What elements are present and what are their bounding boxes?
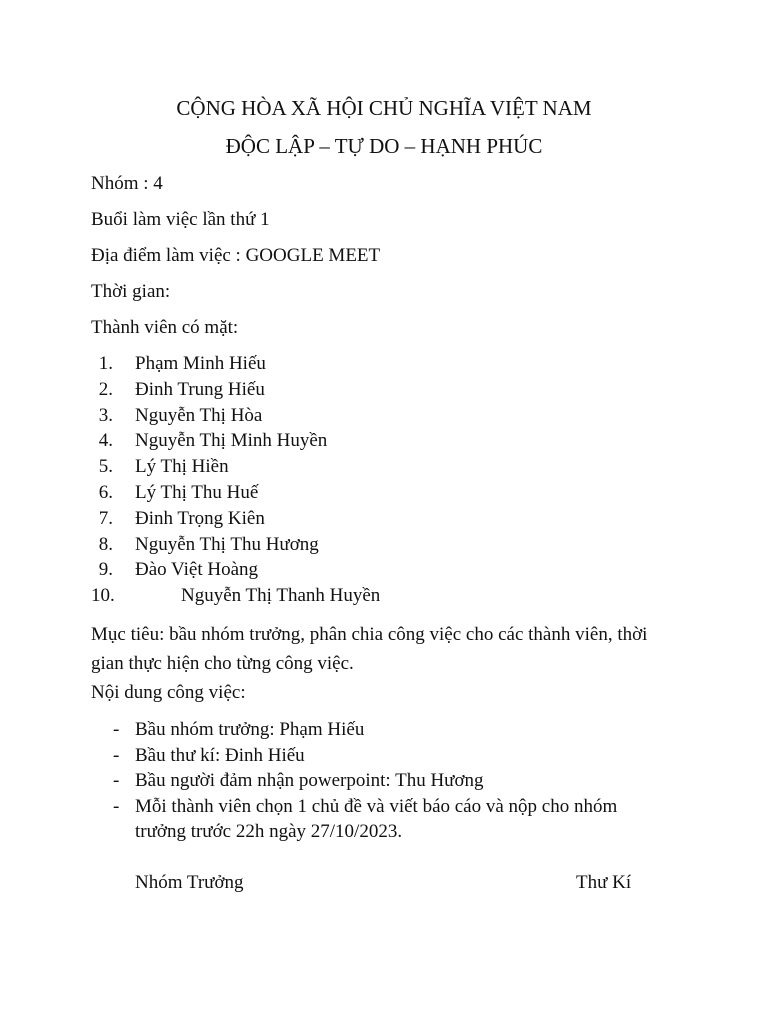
meeting-goal: Mục tiêu: bầu nhóm trưởng, phân chia công việc cho các thành viên, thời gian thực hiện cho từng công việc.	[91, 624, 648, 674]
members-label: Thành viên có mặt:	[91, 317, 239, 338]
member-name: Nguyễn Thị Minh Huyền	[135, 430, 328, 452]
member-name: Nguyễn Thị Thanh Huyền	[181, 585, 381, 607]
task-text: Bầu người đảm nhận powerpoint: Thu Hương	[135, 770, 484, 791]
member-name: Đào Việt Hoàng	[135, 559, 259, 581]
session-number: Buổi làm việc lần thứ 1	[91, 209, 270, 230]
list-number: 8.	[98, 533, 113, 555]
group-number: Nhóm : 4	[91, 173, 163, 194]
member-name: Phạm Minh Hiếu	[135, 353, 266, 374]
list-number: 6.	[98, 481, 113, 503]
national-motto: ĐỘC LẬP – TỰ DO – HẠNH PHÚC	[225, 134, 543, 158]
list-number: 4.	[98, 430, 113, 452]
member-name: Lý Thị Hiền	[135, 456, 229, 478]
meeting-time: Thời gian:	[91, 281, 171, 302]
list-item	[91, 558, 259, 584]
list-item	[91, 404, 263, 430]
list-number: 9.	[98, 559, 113, 581]
secretary-signature-label: Thư Kí	[576, 872, 632, 893]
bullet-dash: -	[113, 770, 120, 791]
member-name: Đinh Trung Hiếu	[135, 378, 265, 400]
national-title: CỘNG HÒA XÃ HỘI CHỦ NGHĨA VIỆT NAM	[176, 96, 592, 120]
list-number: 10.	[91, 585, 115, 607]
list-item	[91, 717, 671, 743]
bullet-dash: -	[113, 719, 120, 740]
task-text: Bầu nhóm trưởng: Phạm Hiếu	[135, 719, 365, 740]
list-item	[91, 429, 328, 455]
list-item	[91, 794, 671, 845]
list-item	[91, 455, 229, 481]
meeting-place: Địa điểm làm việc : GOOGLE MEET	[91, 245, 381, 266]
task-list	[91, 717, 671, 845]
member-name: Nguyễn Thị Thu Hương	[135, 533, 319, 555]
bullet-dash: -	[113, 744, 120, 766]
list-item	[91, 768, 671, 794]
member-name: Đinh Trọng Kiên	[135, 507, 265, 529]
list-item	[91, 378, 265, 404]
member-name: Nguyễn Thị Hòa	[135, 404, 263, 426]
content-label: Nội dung công việc:	[91, 682, 246, 703]
list-number: 2.	[98, 378, 113, 400]
leader-signature-label: Nhóm Trưởng	[135, 872, 244, 893]
list-number: 1.	[98, 353, 113, 374]
list-number: 7.	[98, 507, 113, 529]
list-item	[91, 352, 266, 378]
list-number: 5.	[98, 456, 113, 478]
task-text: Mỗi thành viên chọn 1 chủ đề và viết báo cáo và nộp cho nhóm trưởng trước 22h ngày 27/10/2023.	[135, 795, 618, 842]
bullet-dash: -	[113, 795, 120, 817]
list-item	[91, 481, 259, 507]
member-name: Lý Thị Thu Huế	[135, 481, 259, 503]
list-item	[91, 507, 265, 533]
list-number: 3.	[98, 404, 113, 426]
list-item	[91, 743, 671, 769]
member-list	[91, 352, 381, 610]
task-text: Bầu thư kí: Đinh Hiếu	[135, 744, 305, 766]
list-item	[91, 533, 319, 559]
list-item	[91, 584, 381, 610]
